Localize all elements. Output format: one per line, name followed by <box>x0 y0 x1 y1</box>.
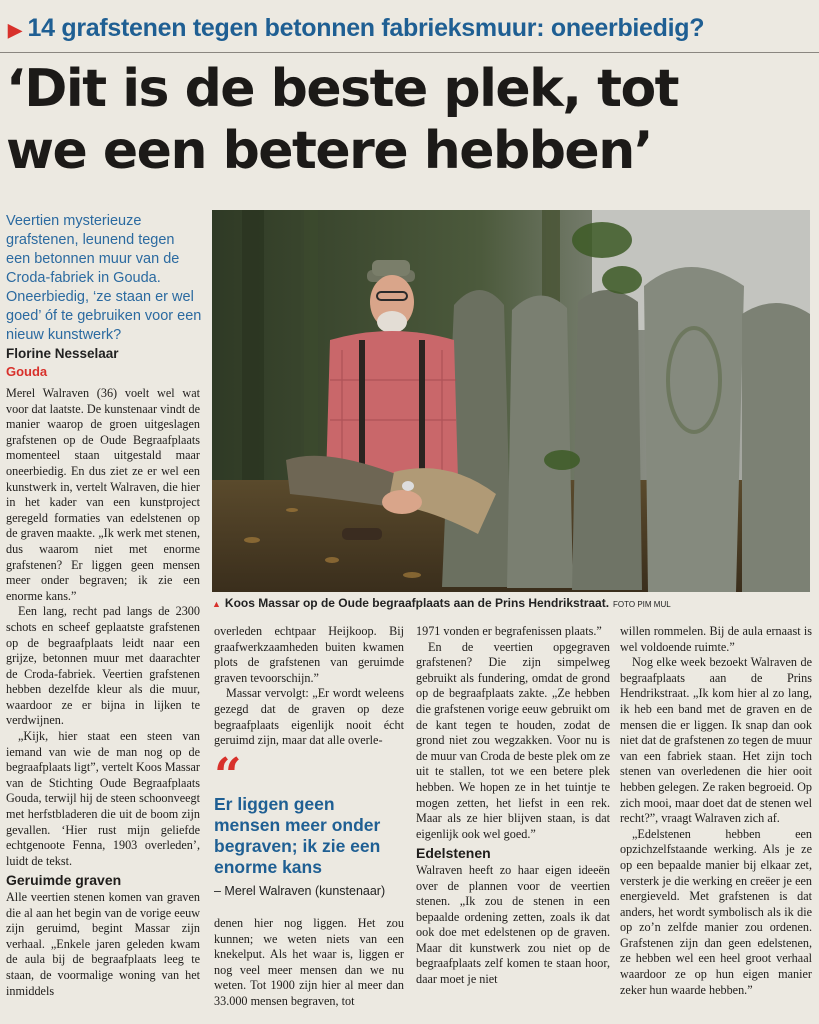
column-4 <box>620 624 812 998</box>
paragraph: „Edelstenen hebben een opzichzelfstaande werking. Als je ze op een bepaalde manier bij elkaar zet, versterk je die werking en creëer je een energieveld. Met grafstenen is dat anders, het wordt symbolisch als ik die op zo’n zelfde manier zou ordenen. Grafstenen zijn dan geen edelstenen, ze hebben wel een heel groot verhaal waardoor ze op hun eigen manier zeker hun waarde hebben.” <box>620 826 812 997</box>
caption-text: Koos Massar op de Oude begraafplaats aan de Prins Hendrikstraat. <box>224 596 610 610</box>
photo <box>212 210 810 592</box>
red-triangle-icon: ▲ <box>212 599 221 609</box>
red-triangle-icon: ▶ <box>8 20 22 40</box>
paragraph: Een lang, recht pad langs de 2300 schots en scheef geplaatste grafstenen op de begraafplaats leidt naar een grijze, betonnen muur met daarachter de Croda-fabriek. Veertien grafstenen hebben dezelfde kleur als die muur, waardoor ze er bijna in lijken te verdwijnen. <box>6 604 200 728</box>
paragraph: overleden echtpaar Heijkoop. Bij graafwerkzaamheden buiten kwamen plots de grafstenen van geruimde graven tevoorschijn.” <box>214 624 404 685</box>
kicker <box>8 14 808 43</box>
kicker-text: 14 grafstenen tegen betonnen fabrieksmuur: oneerbiedig? <box>27 14 705 42</box>
paragraph: Massar vervolgt: „Er wordt weleens gezegd dat de graven op deze begraafplaats eigenlijk nooit écht geruimd zijn, maar dat alle overle- <box>214 686 404 748</box>
quote-mark-icon: “ <box>214 748 242 804</box>
dateline-place: Gouda <box>6 364 48 379</box>
paragraph: Nog elke week bezoekt Walraven de begraafplaats aan de Prins Hendrikstraat. „Ik kom hier al zo lang, ik heb een band met de graven en de mensen die er liggen. Ik snap dan ook niet dat de grafstenen zo tegen de muur van een fabriek staan. Het zijn toch stenen van overledenen die hier ooit hebben gelegen. Ze raken begroeid. Op zich mooi, maar doet dat de stenen wel recht?”, vraagt Walraven zich af. <box>620 655 812 826</box>
paragraph: 1971 vonden er begrafenissen plaats.” <box>416 624 602 638</box>
paragraph: En de veertien opgegraven grafstenen? Die zijn simpelweg gebruikt als fundering, omdat de grond op de begraafplaats zakte. „Ze hebben die grafstenen vorige eeuw gebruikt om de kant tegen te houden, zodat de grond niet zou wegzakken. Voor nu is de muur van Croda de beste plek om ze uit te stallen, tot we een betere plek hebben. We hopen ze in het tuintje te mogen zetten, het liefst in een rek. Maar als ze hier blijven staan, is dat eigenlijk ook wel goed.” <box>416 639 610 841</box>
headline-line-2: we een betere hebben’ <box>6 121 652 181</box>
photo-caption <box>212 596 812 610</box>
headline <box>6 58 816 182</box>
paragraph: Walraven heeft zo haar eigen ideeën over de plannen voor de veertien stenen. „Ik zou de stenen in een bepaalde ordening zetten, zoals ik dat ook doe met edelstenen op de graven. Maar dit kunstwerk zou niet op de begraafplaats zelf komen te staan hoor, daar moet je niet <box>416 862 610 987</box>
column-2-top <box>214 624 404 749</box>
paragraph: willen rommelen. Bij de aula ernaast is wel voldoende ruimte.” <box>620 624 812 654</box>
intro: Veertien mysterieuze grafstenen, leunend tegen een betonnen muur van de Croda-fabriek in Gouda. Oneerbiedig, ‘ze staan er wel goed’ óf te gebruiken voor een nieuw kunstwerk? <box>6 213 202 343</box>
headline-line-1: ‘Dit is de beste plek, tot <box>6 59 679 119</box>
column-2-bottom <box>214 916 404 1010</box>
paragraph: „Kijk, hier staat een steen van iemand van wie de man nog op de begraafplaats ligt”, vertelt Koos Massar van de Stichting Oude Begraafplaats Gouda, terwijl hij de steen schoonveegt met herfstbladeren die uit de boom zijn gevallen. ‘Hier rust mijn geliefde echtgenoote Fenna, 1903 overleden’, luidt de tekst. <box>6 729 200 868</box>
subheading: Geruimde graven <box>6 872 122 889</box>
divider <box>0 52 819 53</box>
byline: Florine Nesselaar <box>6 346 119 361</box>
subheading: Edelstenen <box>416 845 491 862</box>
column-3 <box>416 624 610 988</box>
pull-quote-author: – Merel Walraven (kunstenaar) <box>214 884 386 898</box>
paragraph: denen hier nog liggen. Het zou kunnen; we weten niets van een knekelput. Als het waar is, liggen er nog veel meer mensen dan we nu weten. Tot 1900 zijn hier al meer dan 33.000 mensen begraven, tot <box>214 916 404 1008</box>
paragraph: Alle veertien stenen komen van graven die al aan het begin van de vorige eeuw zijn geruimd, begint Massar zijn verhaal. „Enkele jaren geleden kwam de aula bij de begraafplaats leeg te staan, de voormalige woning van het inmiddels <box>6 890 200 998</box>
graveyard-photo <box>212 210 810 592</box>
paragraph: Merel Walraven (36) voelt wel wat voor dat laatste. De kunstenaar vindt de manier waarop de groen uitgeslagen grafstenen op de Oude Begraafplaats momenteel staan uitgestald maar oneerbiedig. En dus ziet ze er wel een kunstwerk in, vertelt Walraven, die hier in het kader van een kunstproject geregeld formaties van edelstenen op de graven maakte. „Ik werk met stenen, dus waarom niet met enorme grafstenen? Er liggen geen mensen meer onder begraven; ik zie een enorme kans.” <box>6 386 200 603</box>
column-1 <box>6 386 200 999</box>
pull-quote: Er liggen geen mensen meer onder begraven; ik zie een enorme kans <box>214 794 381 877</box>
photo-credit: FOTO PIM MUL <box>613 600 671 609</box>
